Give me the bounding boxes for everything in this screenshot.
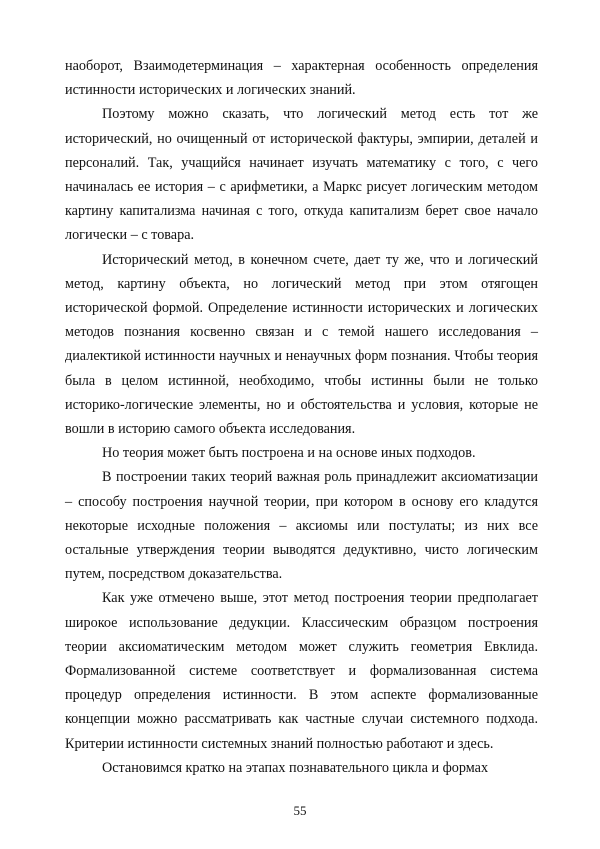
- paragraph: Исторический метод, в конечном счете, дает ту же, что и логический метод, картину объекта, но логический метод при этом отягощен исторической формой. Определение истинности исторических и логических методов познания косвенно связан и с темой нашего исследования – диалектикой истинности научных и ненаучных форм познания. Чтобы теория была в целом истинной, необходимо, чтобы истинны были не только историко-логические элементы, но и обстоятельства и условия, которые не вошли в историю самого объекта исследования.: [65, 251, 538, 438]
- paragraph: Как уже отмечено выше, этот метод построения теории предполагает широкое использование дедукции. Классическим образцом построения теории аксиоматическим методом может служить геометрия Евклида. Формализованной системе соответствует и формализованная система процедур определения истинности. В этом аспекте формализованные концепции можно рассматривать как частные случаи системного подхода. Критерии истинности системных знаний полностью работают и здесь.: [65, 590, 538, 752]
- paragraph: Поэтому можно сказать, что логический метод есть тот же исторический, но очищенный от исторической фактуры, эмпирии, деталей и персоналий. Так, учащийся начинает изучать математику с того, с чего начиналась ее история – с арифметики, а Маркс рисует логическим методом картину капитализма начиная с того, откуда капитализм берет свое начало логически – с товара.: [65, 106, 538, 244]
- paragraph: наоборот, Взаимодетерминация – характерная особенность определения истинности исторических и логических знаний.: [65, 58, 538, 99]
- paragraph: Остановимся кратко на этапах познавательного цикла и формах: [102, 759, 489, 776]
- page-number: 55: [293, 803, 307, 818]
- paragraph: В построении таких теорий важная роль принадлежит аксиоматизации – способу построения научной теории, при котором в основу его кладутся некоторые исходные положения – аксиомы или постулаты; из них все остальные утверждения теории выводятся дедуктивно, чисто логическим путем, посредством доказательства.: [65, 469, 538, 583]
- body-text: [65, 54, 538, 780]
- paragraph: Но теория может быть построена и на основе иных подходов.: [102, 445, 476, 462]
